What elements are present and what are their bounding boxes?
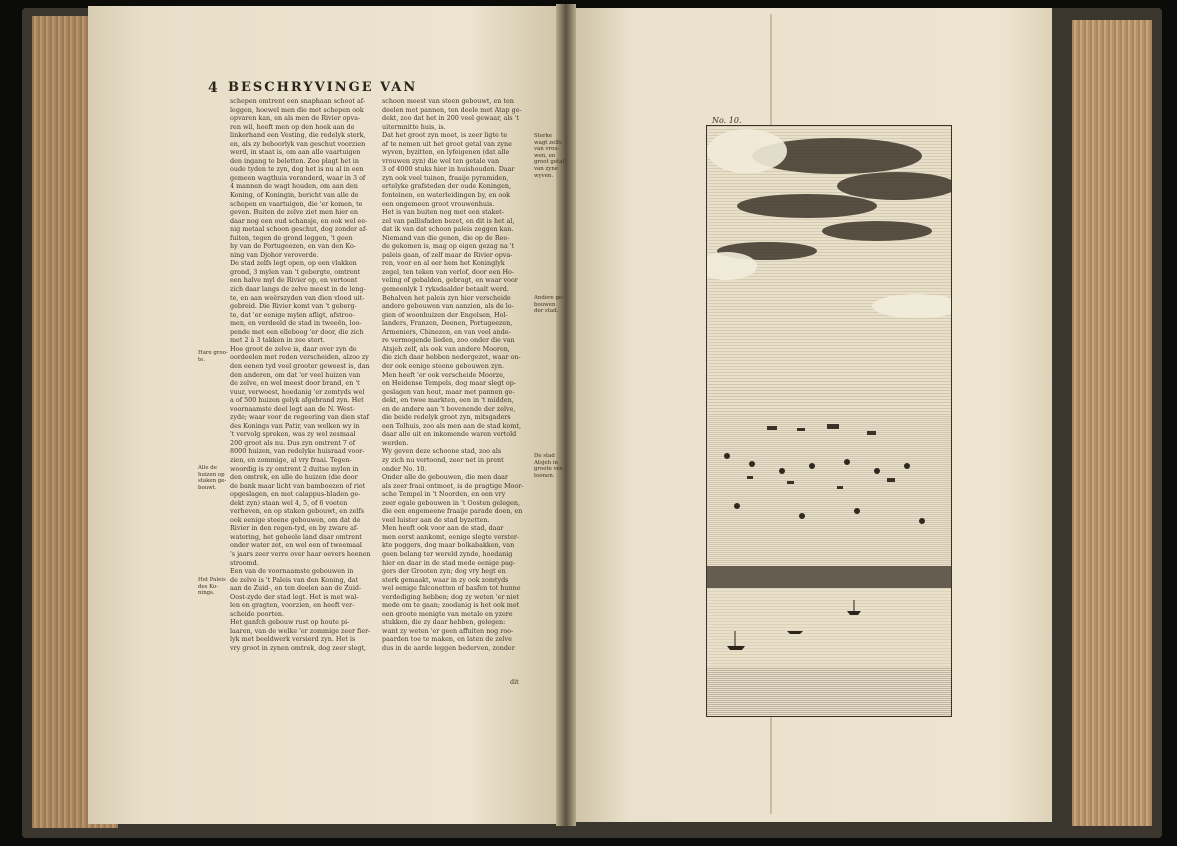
catchword: dit: [510, 678, 519, 686]
margin-note: Hare groo- te.: [198, 350, 228, 363]
city-view-engraving: [707, 126, 951, 716]
margin-note: De stad Atsjeh in groote ver- toonen.: [534, 453, 565, 479]
margin-note: Andere ge- bouwen der stad.: [534, 295, 564, 315]
page-edges-right: [1072, 20, 1152, 826]
left-text-column: schepen omtrent een snaphaan schoot af- leggen, hoewel men die met schepen ook opvaren kan, en als men de Rivier opva- ren wil, heeft men op den hoek aan de linkerhand een Vesting, die redelyk sterk, en, als zy behoorlyk van geschut voorzien werd, in staat is, om aan alle vaartuigen den ingang te beletten. Zoo plagt het in oude tyden te zyn, dog het is nu al in een gemeen wagthuis veranderd, waar in 3 of 4 mannen de wagt houden, om aan den Koning, of Koningin, bericht van alle de schepen en vaartuigen, die 'er komen, te geven. Buiten de zelve ziet men hier en daar nog een oud schansje, en ook wel ee- nig metaal schoon geschut, dog zonder af- fuiten, tegen de grond leggen, 't geen hy van de Portugeezen, en van den Ko- ning van Djohor veroverde. De stad zelfs legt open, op een vlakken grond, 3 mylen van 't gebergte, omtrent een halve myl de Rivier op, en vertoont zich daar langs de zelve meest in de leng- te, en aan weêrszyden van dien vloed uit- gebreid. Die Rivier komt van 't geberg- te, dat 'er eenige mylen afligt, afstroo- men, en verdeeld de stad in tweeën, loo- pende met een elleboog 'er door, die zich met 2 à 3 takken in zee stort. Hoe groot de zelve is, daar over zyn de oordeelen met reden verscheiden, alzoo zy den eenen tyd veel grooter geweest is, dan den anderen, om dat 'er veel huizen van de zelve, en wel meest door brand, en 't vuur, verwoest, hoedanig 'er zomtyds wel a of 500 huizen gelyk afgebrand zyn. Het voornaamste deel legt aan de N. West- zyde; waar voor de regeering van dien staf des Konings van Patir, van welken wy in 't vervolg spreken, was zy wel zesmaal 200 groot als nu. Dus zyn omtrent 7 of 8000 huizen, van redelyke huisraad voor- zien, en zommige, al vry fraai. Tegen- woordig is zy omtrent 2 duitse mylen in den omtrek, en alle de huizen (die door de bank maar licht van bamboezen of riet opgeslagen, en met calappus-bladen ge- dekt zyn) staan wel 4, 5, of 6 voeten verheven, en op staken gebouwt, en zelfs ook eenige steene gebouwen, om dat de Rivier in den regen-tyd, en by zware af- watering, het geheele land daar omtrent onder water zet, en wel een of tweemaal 's jaars zeer verre over haar oevers heenen stroomd. Een van de voornaamste gebouwen in de zelve is 't Paleis van den Koning, dat aan de Zuid-, en ten deelen aan de Zuid- Oost-zyde der stad legt. Het is met wal- len en gragten, voorzien, en heeft ver- scheide poorten. Het ganfch gebouw rust op houte pi- laaren, van de welke 'er zommige zeer fier- lyk met beeldwerk versierd zyn. Het is vry groot in zynen omtrek, dog zeer slegt,: [230, 97, 371, 652]
margin-note: Het Paleis des Ko- nings.: [198, 577, 226, 597]
page-number: 4: [208, 80, 218, 96]
right-text-column: schoon meest van steen gebouwt, en ten deelen met pannen, ten deele met Atap ge- dekt, zoo dat het in 200 veel gewaar, als 't uitermnitte huis, is. Dat het groot zyn moet, is zeer ligte te af te nemen uit het groot getal van zyne wyven, byzitten, en lyfeigenen (dat alle vrouwen zyn) die wel ten getale van 3 of 4000 stuks hier in huishouden. Daar zyn ook veel tuinen, fraaije pyramiden, ertelyke grafsteden der oude Koningen, fonteinen, en waterleidingen by, en ook een ongemeen groot vrouwenhuis. Het is van buiten nog met een staket- zel van pallisfaden bezet, en dit is het al, dat ik van dat schoon paleis zeggen kan. Niemand van die genen, die op de Ree- de gekomen is, mag op eigen gezag na 't paleis gaan, of zelf maar de Rivier opva- ren, voor en al eer hem het Koninglyk zegel, ten teken van verlof, door een Ho- veling of gebalden, gebragt, en waar voor gemeenlyk 1 ryksdaalder betaalt werd. Behalven het paleis zyn hier verscheide andere gebouwen van aanzien, als de lo- gien of woonhuizen der Engelsen, Hol- landers, Franzen, Deenen, Portugeezen, Armeniers, Chinezen, en van veel ande- re vermogende lieden, zoo onder die van Atsjeh zelf, als ook van andere Mooren, die zich daar hebben nedergezet, waar on- der ook eenige steene gebouwen zyn. Men heeft 'er ook verscheide Moorze, en Heidense Tempels, dog maar slegt op- geslagen van hout, maar met pannen ge- dekt, en twee markten, een in 't midden, en de andere aan 't bovenende der zelve, die beide redelyk groot zyn, mitsgaders een Tolhuis, zoo als men aan de stad komt, daar alle uit en inkomende waren vertold werden. Wy geven deze schoone stad, zoo als zy zich nu vertoond, zeer net in prent onder No. 10. Onder alle de gebouwen, die men daar als zeer fraai ontmoet, is de pragtige Moor- sche Tempel in 't Noorden, en een vry zeer egale gebouwen in 't Oosten gelegen, die een ongemeene fraaije parade doen, en veel luister aan de stad byzetten. Men heeft ook voor aan de stad, daar men eerst aankomt, eenige slegte verster- kte poggers, dog maar bolkabakken, van geen belang ter wereld zynde, hoedanig hier en daar in de stad mede eenige pag- gers der Grooten zyn; dog vry hegt en sterk gemaakt, waar in zy ook zomtyds wel eenige falconetten of basfen tot hunne verdediging hebben; dog zy weten 'er niet mede om te gaan; zoodanig is het ook met een groote menigte van metale en yzere stukken, die zy daar hebben, gelegen: want zy weten 'er geen affuiten nog roo- paarden toe te maken, en laten de zelve dus in de aarde leggen bederven, zonder: [382, 97, 524, 652]
engraved-plate: [706, 125, 952, 717]
book-gutter: [556, 4, 576, 826]
running-head: BESCHRYVINGE VAN: [228, 80, 418, 95]
plate-label: No. 10.: [712, 116, 742, 125]
margin-note: Sterke wagt zelfs van vrou- wen, en groot getal van zyne wyven.: [534, 133, 565, 179]
margin-note: Alle de huizen op staken ge- bouwt.: [198, 465, 227, 491]
